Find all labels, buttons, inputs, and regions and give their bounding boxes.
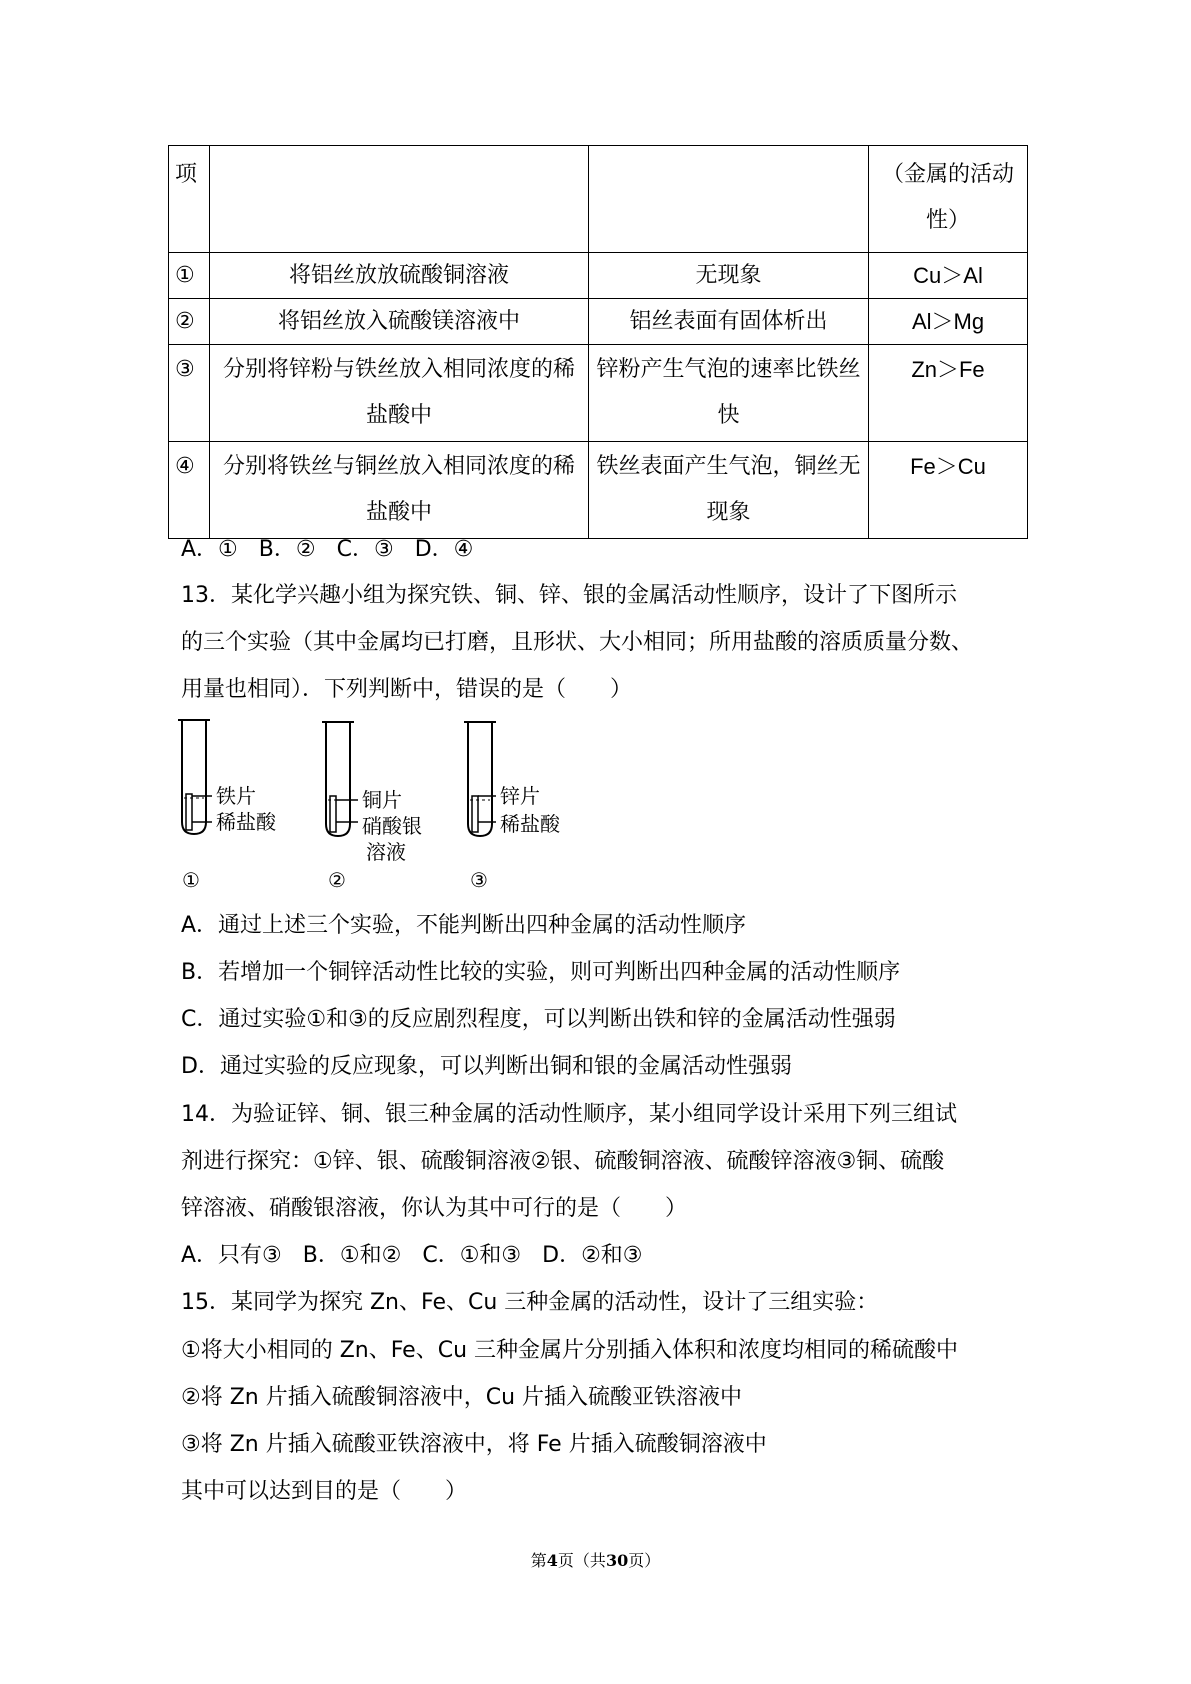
q14-stem-line: 14．为验证锌、铜、银三种金属的活动性顺序，某小组同学设计采用下列三组试 bbox=[181, 1102, 957, 1127]
tube-2-solution-label-2: 溶液 bbox=[366, 840, 406, 864]
row-operation: 将铝丝放放硫酸铜溶液 bbox=[210, 253, 589, 299]
tube-3-solution-label: 稀盐酸 bbox=[500, 812, 560, 836]
footer-page-number: 4 bbox=[546, 1551, 558, 1570]
table-row bbox=[169, 442, 1028, 539]
tube-1-metal bbox=[186, 794, 192, 830]
q12-option-c[interactable]: C．③ bbox=[336, 537, 394, 562]
tube-3-metal-label: 锌片 bbox=[500, 784, 540, 808]
row-conclusion: Al＞Mg bbox=[869, 299, 1028, 345]
row-operation: 分别将锌粉与铁丝放入相同浓度的稀盐酸中 bbox=[210, 345, 589, 442]
q13-option-c[interactable]: C．通过实验①和③的反应剧烈程度，可以判断出铁和锌的金属活动性强弱 bbox=[181, 1007, 896, 1032]
tube-2-number: ② bbox=[328, 868, 346, 892]
row-number: ④ bbox=[169, 442, 210, 539]
row-phenomenon: 铝丝表面有固体析出 bbox=[589, 299, 869, 345]
page-footer bbox=[0, 1548, 1191, 1571]
header-cell-phenomenon bbox=[589, 146, 869, 253]
tube-2-solution-label: 硝酸银 bbox=[362, 814, 422, 838]
q14-option-c[interactable]: C．①和③ bbox=[422, 1243, 522, 1268]
tube-2-metal-label: 铜片 bbox=[362, 788, 402, 812]
q14-option-d[interactable]: D．②和③ bbox=[542, 1243, 643, 1268]
q14-stem-line: 剂进行探究：①锌、银、硫酸铜溶液②银、硫酸铜溶液、硫酸锌溶液③铜、硫酸 bbox=[181, 1149, 945, 1174]
table-row bbox=[169, 299, 1028, 345]
experiment-table bbox=[168, 145, 1028, 539]
q13-stem-line: 用量也相同）．下列判断中，错误的是（ ） bbox=[181, 677, 633, 702]
q13-option-b[interactable]: B．若增加一个铜锌活动性比较的实验，则可判断出四种金属的活动性顺序 bbox=[181, 960, 901, 985]
header-cell-operation bbox=[210, 146, 589, 253]
q15-experiment-2: ②将 Zn 片插入硫酸铜溶液中，Cu 片插入硫酸亚铁溶液中 bbox=[181, 1385, 743, 1410]
row-conclusion: Fe＞Cu bbox=[869, 442, 1028, 539]
q15-experiment-3: ③将 Zn 片插入硫酸亚铁溶液中，将 Fe 片插入硫酸铜溶液中 bbox=[181, 1432, 767, 1457]
q12-options bbox=[181, 535, 487, 565]
table-header-row bbox=[169, 146, 1028, 253]
footer-middle: 页（共 bbox=[557, 1551, 606, 1570]
q15-experiment-1: ①将大小相同的 Zn、Fe、Cu 三种金属片分别插入体积和浓度均相同的稀硫酸中 bbox=[181, 1338, 959, 1363]
footer-prefix: 第 bbox=[530, 1551, 547, 1570]
q14-option-a[interactable]: A．只有③ bbox=[181, 1243, 282, 1268]
tube-2-metal bbox=[330, 796, 336, 832]
test-tube-figure bbox=[178, 718, 598, 898]
q14-option-b[interactable]: B．①和② bbox=[302, 1243, 402, 1268]
footer-total-pages: 30 bbox=[605, 1551, 629, 1570]
q12-option-b[interactable]: B．② bbox=[258, 537, 316, 562]
row-number: ② bbox=[169, 299, 210, 345]
row-conclusion: Zn＞Fe bbox=[869, 345, 1028, 442]
q13-stem-line: 的三个实验（其中金属均已打磨，且形状、大小相同；所用盐酸的溶质质量分数、 bbox=[181, 630, 974, 655]
row-number: ③ bbox=[169, 345, 210, 442]
tube-1-solution-label: 稀盐酸 bbox=[216, 810, 276, 834]
footer-suffix: 页） bbox=[628, 1551, 661, 1570]
header-cell-item: 项 bbox=[169, 146, 210, 253]
q14-options bbox=[181, 1241, 657, 1271]
q15-stem-line: 15．某同学为探究 Zn、Fe、Cu 三种金属的活动性，设计了三组实验： bbox=[181, 1290, 879, 1315]
q15-question: 其中可以达到目的是（ ） bbox=[181, 1479, 468, 1504]
tube-1-number: ① bbox=[182, 868, 200, 892]
q13-option-a[interactable]: A．通过上述三个实验，不能判断出四种金属的活动性顺序 bbox=[181, 913, 747, 938]
tube-1-metal-label: 铁片 bbox=[216, 784, 256, 808]
row-phenomenon: 铁丝表面产生气泡，铜丝无现象 bbox=[589, 442, 869, 539]
q13-option-d[interactable]: D．通过实验的反应现象，可以判断出铜和银的金属活动性强弱 bbox=[181, 1054, 792, 1079]
tube-3-metal bbox=[472, 796, 478, 832]
row-operation: 将铝丝放入硫酸镁溶液中 bbox=[210, 299, 589, 345]
table-row bbox=[169, 253, 1028, 299]
row-number: ① bbox=[169, 253, 210, 299]
row-conclusion: Cu＞Al bbox=[869, 253, 1028, 299]
row-operation: 分别将铁丝与铜丝放入相同浓度的稀盐酸中 bbox=[210, 442, 589, 539]
q14-stem-line: 锌溶液、硝酸银溶液，你认为其中可行的是（ ） bbox=[181, 1196, 688, 1221]
header-cell-conclusion: （金属的活动性） bbox=[869, 146, 1028, 253]
tube-3-number: ③ bbox=[470, 868, 488, 892]
row-phenomenon: 无现象 bbox=[589, 253, 869, 299]
table-row bbox=[169, 345, 1028, 442]
row-phenomenon: 锌粉产生气泡的速率比铁丝快 bbox=[589, 345, 869, 442]
q12-option-a[interactable]: A．① bbox=[181, 537, 238, 562]
q13-stem-line: 13．某化学兴趣小组为探究铁、铜、锌、银的金属活动性顺序，设计了下图所示 bbox=[181, 583, 957, 608]
q12-option-d[interactable]: D．④ bbox=[414, 537, 474, 562]
